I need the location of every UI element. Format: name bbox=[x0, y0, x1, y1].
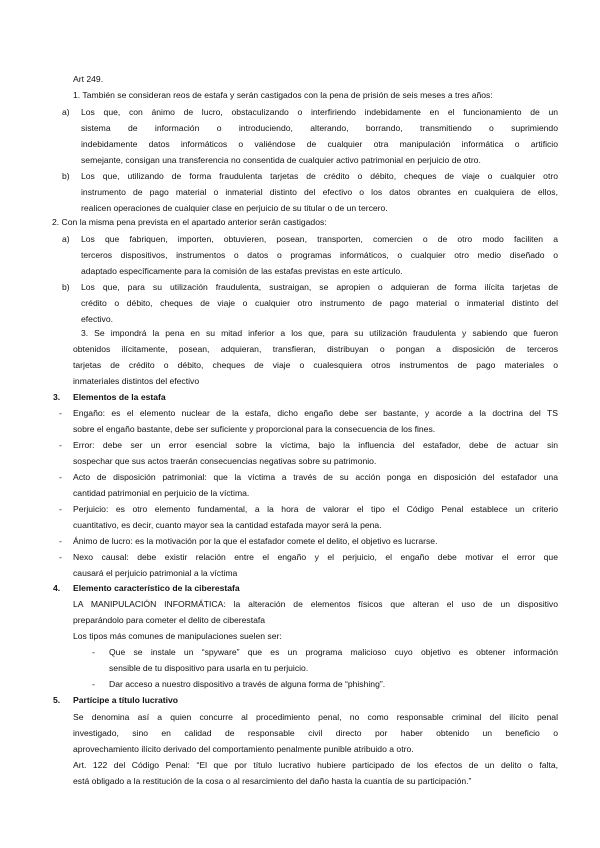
list-item-line: Error: debe ser un error esencial sobre la víctima, bajo la influencia del estafador, debe de actuar sin bbox=[73, 440, 558, 450]
bullet-dash: - bbox=[59, 472, 62, 482]
sub-item-line: sensible de tu dispositivo para usarla en tu perjuicio. bbox=[109, 663, 309, 673]
list-item-line: Perjuicio: es otro elemento fundamental, a la hora de valorar el tipo el Código Penal establece un criterio bbox=[73, 504, 558, 514]
paragraph-2a-line: adaptado específicamente para la comisión de las estafas previstas en este artículo. bbox=[81, 266, 403, 276]
section-title: Elemento característico de la ciberestafa bbox=[73, 583, 240, 593]
bullet-dash: - bbox=[59, 504, 62, 514]
paragraph-2b-line: crédito o débito, cheques de viaje o cualquier otro instrumento de pago material o inmaterial distinto del bbox=[81, 298, 558, 308]
list-item-line: causará el perjuicio patrimonial a la víctima bbox=[73, 568, 238, 578]
paragraph-3-line: 3. Se impondrá la pena en su mitad inferior a los que, para su utilización fraudulenta y sabiendo que fueron bbox=[81, 328, 558, 338]
bullet-dash: - bbox=[59, 536, 62, 546]
sub-item-line: Que se instale un “spyware” que es un programa malicioso cuyo objetivo es obtener información bbox=[109, 647, 558, 657]
paragraph-b-line: realicen operaciones de cualquier clase en perjuicio de su titular o de un tercero. bbox=[81, 203, 388, 213]
section-paragraph-line: Se denomina así a quien concurre al procedimiento penal, no como responsable criminal del ilícito penal bbox=[73, 712, 558, 722]
list-item-line: sobre el engaño bastante, debe ser suficiente y proporcional para la consecuencia de los fines. bbox=[73, 424, 436, 434]
section-paragraph-line: aprovechamiento ilícito derivado del comportamiento penalmente punible atribuido a otro. bbox=[73, 744, 414, 754]
bullet-dash: - bbox=[59, 440, 62, 450]
paragraph-2: 2. Con la misma pena prevista en el apartado anterior serán castigados: bbox=[52, 217, 327, 227]
bullet-dash: - bbox=[92, 679, 95, 689]
list-item-line: Acto de disposición patrimonial: que la víctima a través de su acción ponga en disposición del estafador una bbox=[73, 472, 558, 482]
bullet-dash: - bbox=[59, 552, 62, 562]
section-title: Partícipe a título lucrativo bbox=[73, 695, 179, 705]
bullet-dash: - bbox=[92, 647, 95, 657]
section-paragraph-line: investigado, sino en calidad de responsable civil directo por haber obtenido un beneficio o bbox=[73, 728, 558, 738]
list-item-line: cuantitativo, es decir, cuanto mayor sea la cantidad estafada mayor será la pena. bbox=[73, 520, 382, 530]
list-marker-a: a) bbox=[62, 234, 70, 244]
section-intro-line: LA MANIPULACIÓN INFORMÁTICA: la alteración de elementos físicos que alteran el uso de un dispositivo bbox=[73, 599, 558, 609]
bullet-dash: - bbox=[59, 408, 62, 418]
list-marker-b: b) bbox=[62, 282, 70, 292]
article-heading: Art 249. bbox=[73, 74, 104, 84]
article-quote-line: Art. 122 del Código Penal: “El que por título lucrativo hubiere participado de los efectos de un delito o falta, bbox=[73, 760, 558, 770]
paragraph-a-line: indebidamente datos informáticos o valiéndose de cualquier otra manipulación informática o artificio bbox=[81, 139, 558, 149]
section-number: 4. bbox=[53, 583, 61, 593]
paragraph-3-line: inmateriales distintos del efectivo bbox=[73, 376, 200, 386]
paragraph-3-line: tarjetas de crédito o débito, cheques de viaje o cualesquiera otros instrumentos de pago materiales o bbox=[73, 360, 558, 370]
list-marker-b: b) bbox=[62, 171, 70, 181]
section-intro-line: preparándolo para cometer el delito de ciberestafa bbox=[73, 615, 266, 625]
paragraph-2a-line: terceros dispositivos, instrumentos o datos o programas informáticos, o cualquier otro medio diseñado o bbox=[81, 250, 558, 260]
paragraph-b-line: instrumento de pago material o inmaterial distinto del efectivo o los datos obrantes en cualquiera de ellos, bbox=[81, 187, 558, 197]
paragraph-2b-line: efectivo. bbox=[81, 314, 114, 324]
section-number: 5. bbox=[53, 695, 61, 705]
paragraph-2b-line: Los que, para su utilización fraudulenta, sustraigan, se apropien o adquieran de forma ilícita tarjetas de bbox=[81, 282, 558, 292]
section-number: 3. bbox=[53, 392, 61, 402]
sub-item-line: Dar acceso a nuestro dispositivo a través de alguna forma de “phishing”. bbox=[109, 679, 386, 689]
list-marker-a: a) bbox=[62, 107, 70, 117]
list-item-line: cantidad patrimonial en perjuicio de la víctima. bbox=[73, 488, 250, 498]
paragraph-a-line: Los que, con ánimo de lucro, obstaculizando o interfiriendo indebidamente en el funcionamiento de un bbox=[81, 107, 558, 117]
list-item-line: Nexo causal: debe existir relación entre el engaño y el perjuicio, el engaño debe motivar el error que bbox=[73, 552, 558, 562]
paragraph-1: 1. También se consideran reos de estafa y serán castigados con la pena de prisión de seis meses a tres años: bbox=[73, 90, 493, 100]
list-item-line: sospechar que sus actos traerán consecuencias negativas sobre su patrimonio. bbox=[73, 456, 377, 466]
paragraph-2a-line: Los que fabriquen, importen, obtuvieren, posean, transporten, comercien o de otro modo faciliten a bbox=[81, 234, 558, 244]
list-item-line: Ánimo de lucro: es la motivación por la que el estafador comete el delito, el objetivo es lucrarse. bbox=[73, 536, 438, 546]
types-label: Los tipos más comunes de manipulaciones suelen ser: bbox=[73, 631, 282, 641]
paragraph-a-line: semejante, consigan una transferencia no consentida de cualquier activo patrimonial en perjuicio de otro. bbox=[81, 155, 481, 165]
paragraph-3-line: obtenidos ilícitamente, posean, adquieran, transfieran, distribuyan o pongan a disposición de terceros bbox=[73, 344, 558, 354]
section-title: Elementos de la estafa bbox=[73, 392, 166, 402]
paragraph-a-line: sistema de información o introduciendo, alterando, borrando, transmitiendo o suprimiendo bbox=[81, 123, 558, 133]
list-item-line: Engaño: es el elemento nuclear de la estafa, dicho engaño debe ser bastante, y acorde a la doctrina del TS bbox=[73, 408, 558, 418]
article-quote-line: está obligado a la restitución de la cosa o al resarcimiento del daño hasta la cuantía de su participación.” bbox=[73, 776, 472, 786]
paragraph-b-line: Los que, utilizando de forma fraudulenta tarjetas de crédito o débito, cheques de viaje o cualquier otro bbox=[81, 171, 558, 181]
